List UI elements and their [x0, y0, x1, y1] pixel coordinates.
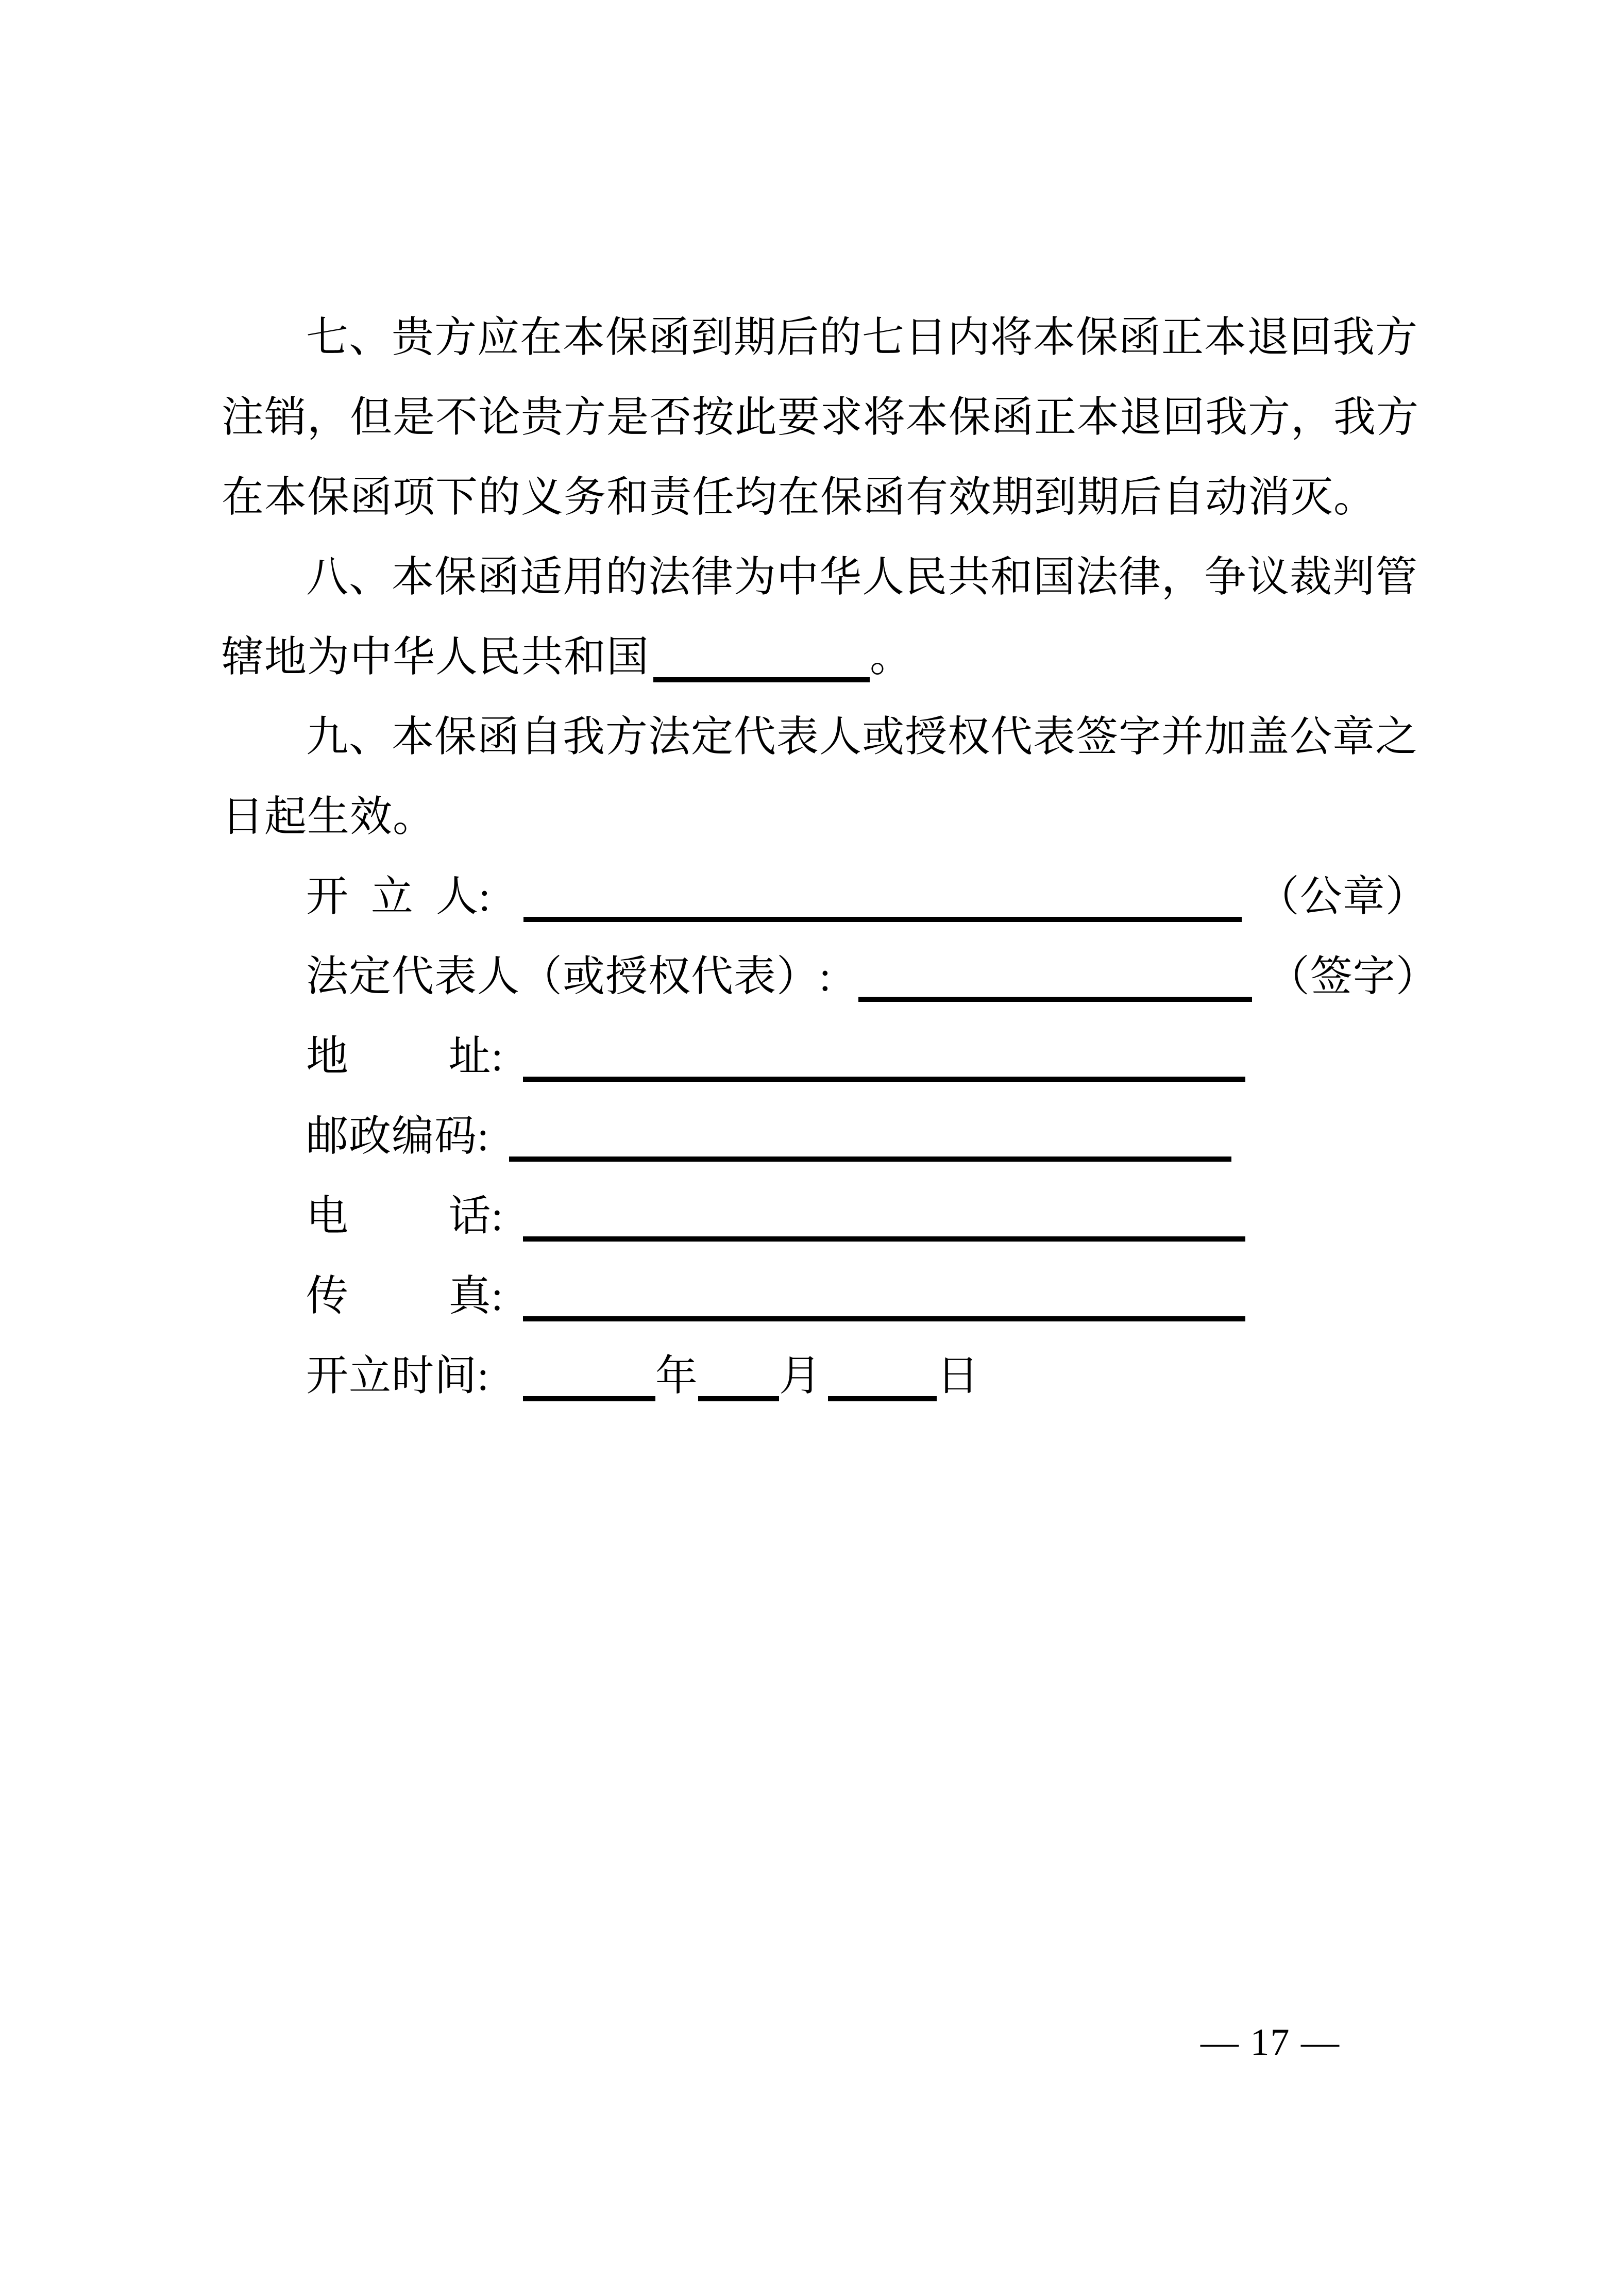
year-label: 年	[655, 1352, 698, 1399]
address-blank-line	[523, 1047, 1245, 1082]
legal-representative-blank-line	[858, 967, 1252, 1002]
open-person-blank-line	[523, 887, 1242, 922]
fax-label: 传 真:	[306, 1272, 504, 1319]
issue-date-row	[222, 1336, 1468, 1416]
clause-7-line-3: 在本保函项下的义务和责任均在保函有效期到期后自动消灭。	[222, 474, 1377, 521]
postcode-label: 邮政编码:	[306, 1113, 489, 1160]
open-person-label: 开 立 人:	[306, 873, 491, 920]
fax-row	[222, 1256, 1468, 1336]
postcode-row	[222, 1096, 1468, 1176]
phone-label: 电 话:	[306, 1193, 504, 1239]
clause-8-line-2-period: 。	[870, 633, 913, 680]
phone-blank-line	[523, 1206, 1245, 1242]
legal-representative-row	[222, 936, 1468, 1016]
open-person-row	[222, 857, 1468, 936]
issue-date-label: 开立时间:	[306, 1352, 489, 1399]
page-number: — 17 —	[1201, 2021, 1340, 2064]
clause-8-line-2	[222, 617, 1468, 697]
month-blank-line	[698, 1366, 779, 1401]
document-body	[222, 297, 1468, 1416]
signature-note: （签字）	[1267, 953, 1439, 1000]
company-seal-note: （公章）	[1257, 873, 1428, 920]
day-blank-line	[828, 1366, 937, 1401]
clause-7-line-2: 注销，但是不论贵方是否按此要求将本保函正本退回我方，我方	[222, 394, 1419, 441]
jurisdiction-blank-line	[653, 647, 870, 682]
month-label: 月	[779, 1352, 822, 1399]
postcode-blank-line	[509, 1127, 1231, 1162]
clause-9-line-2: 日起生效。	[222, 793, 436, 840]
legal-representative-label: 法定代表人（或授权代表）:	[306, 953, 832, 1000]
phone-row	[222, 1176, 1468, 1256]
clause-9-line-1: 九、本保函自我方法定代表人或授权代表签字并加盖公章之	[306, 713, 1418, 760]
address-label: 地 址:	[306, 1033, 504, 1080]
day-label: 日	[936, 1352, 979, 1399]
fax-blank-line	[523, 1286, 1245, 1321]
address-row	[222, 1016, 1468, 1096]
clause-8-line-2-text: 辖地为中华人民共和国	[222, 633, 650, 680]
clause-7-line-1: 七、贵方应在本保函到期后的七日内将本保函正本退回我方	[306, 314, 1418, 361]
clause-8-line-1: 八、本保函适用的法律为中华人民共和国法律，争议裁判管	[306, 554, 1418, 600]
year-blank-line	[523, 1366, 655, 1401]
